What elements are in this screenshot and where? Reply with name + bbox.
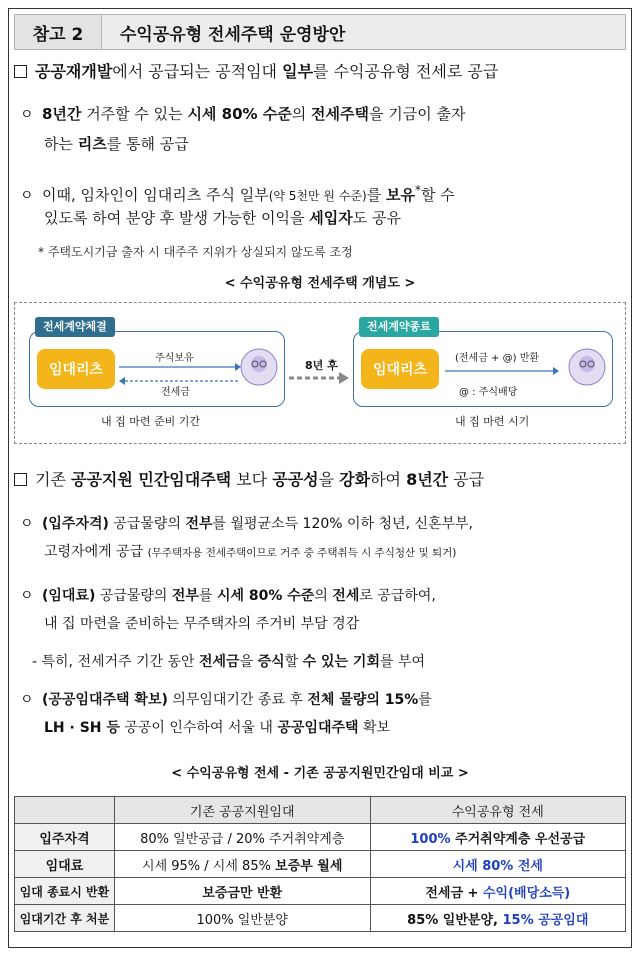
table-header-row <box>15 797 626 824</box>
bullet-6-line-2: LH · SH 등 공공이 인수하여 서울 내 공공임대주택 확보 <box>44 720 391 736</box>
row-header: 입주자격 <box>15 824 115 851</box>
checkbox-square-icon <box>14 65 27 78</box>
time-arrow-icon <box>287 371 351 385</box>
table-cell-new: 85% 일반분양, 15% 공공임대 <box>370 905 625 932</box>
table-cell-new: 100% 주거취약계층 우선공급 <box>370 824 625 851</box>
table-cell-old: 100% 일반분양 <box>114 905 370 932</box>
bullet-4-line-1: ㅇ (임대료) 공급물량의 전부를 시세 80% 수준의 전세로 공급하여, <box>20 588 436 604</box>
table-header-cell: 기존 공공지원임대 <box>114 797 370 824</box>
table-cell-old: 시세 95% / 시세 85% 보증부 월세 <box>114 851 370 878</box>
bullet-circle-icon: ㅇ <box>20 107 34 123</box>
contract-end-label: 전세계약종료 <box>359 317 439 337</box>
comparison-table <box>14 796 626 932</box>
row-header: 임대 종료시 반환 <box>15 878 115 905</box>
tenant-avatar-icon <box>239 347 279 391</box>
bullet-circle-icon: ㅇ <box>20 188 34 204</box>
title-bar <box>14 14 626 50</box>
reits-right-box: 임대리츠 <box>361 349 439 389</box>
table-title: < 수익공유형 전세 - 기존 공공지원민간임대 비교 > <box>171 766 469 781</box>
table-cell-old: 80% 일반공급 / 20% 주거취약계층 <box>114 824 370 851</box>
table-row <box>15 851 626 878</box>
footnote: * 주택도시기금 출자 시 대주주 지위가 상실되지 않도록 조정 <box>38 245 353 259</box>
section-2-heading: 기존 공공지원 민간임대주택 보다 공공성을 강화하여 8년간 공급 <box>14 470 484 490</box>
bullet-circle-icon: ㅇ <box>20 692 34 708</box>
tenant-avatar-icon <box>567 347 607 391</box>
bullet-2-line-2: 있도록 하여 분양 후 발생 가능한 이익을 세입자도 공유 <box>44 209 401 227</box>
table-cell-new: 전세금 + 수익(배당소득) <box>370 878 625 905</box>
after-8-years-text: 8년 후 <box>305 359 338 372</box>
bullet-6-line-1: ㅇ (공공임대주택 확보) 의무임대기간 종료 후 전체 물량의 15%를 <box>20 692 432 708</box>
row-header: 임대료 <box>15 851 115 878</box>
dividend-text: @ : 주식배당 <box>459 387 518 398</box>
return-text: (전세금 + @) 반환 <box>455 353 540 364</box>
contract-start-label: 전세계약체결 <box>35 317 115 337</box>
diagram-title: < 수익공유형 전세주택 개념도 > <box>224 276 416 291</box>
table-header-cell <box>15 797 115 824</box>
bullet-3-line-1: ㅇ (입주자격) 공급물량의 전부를 월평균소득 120% 이하 청년, 신혼부부, <box>20 516 474 532</box>
table-row <box>15 824 626 851</box>
left-caption: 내 집 마련 준비 기간 <box>101 415 200 428</box>
stock-holding-text: 주식보유 <box>155 353 194 364</box>
bullet-3-line-2: 고령자에게 공급 (무주택자용 전세주택이므로 거주 중 주택취득 시 주식청산 및 퇴거) <box>44 544 457 560</box>
exchange-arrows-icon <box>117 361 241 387</box>
table-cell-old: 보증금만 반환 <box>114 878 370 905</box>
page-title: 수익공유형 전세주택 운영방안 <box>102 14 626 50</box>
bullet-circle-icon: ㅇ <box>20 516 34 532</box>
deposit-text: 전세금 <box>161 387 190 398</box>
table-row <box>15 878 626 905</box>
reference-tag: 참고 2 <box>14 14 102 50</box>
bullet-circle-icon: ㅇ <box>20 588 34 604</box>
section-1-heading: 공공재개발에서 공급되는 공적임대 일부를 수익공유형 전세로 공급 <box>14 62 498 82</box>
concept-diagram <box>14 302 626 444</box>
bullet-1-line-2: 하는 리츠를 통해 공급 <box>44 135 189 153</box>
table-row <box>15 905 626 932</box>
table-header-cell: 수익공유형 전세 <box>370 797 625 824</box>
bullet-4-line-2: 내 집 마련을 준비하는 무주택자의 주거비 부담 경감 <box>44 616 360 632</box>
table-cell-new: 시세 80% 전세 <box>370 851 625 878</box>
bullet-1-line-1: ㅇ 8년간 거주할 수 있는 시세 80% 수준의 전세주택을 기금이 출자 <box>20 105 466 123</box>
reits-left-box: 임대리츠 <box>37 349 115 389</box>
return-arrow-icon <box>443 365 561 377</box>
checkbox-square-icon <box>14 473 27 486</box>
bullet-5-line: - 특히, 전세거주 기간 동안 전세금을 증식할 수 있는 기회를 부여 <box>32 654 426 670</box>
bullet-2-line-1: ㅇ 이때, 임차인이 임대리츠 주식 일부(약 5천만 원 수준)를 보유*할 수 <box>20 183 455 204</box>
right-caption: 내 집 마련 시기 <box>455 415 530 428</box>
row-header: 임대기간 후 처분 <box>15 905 115 932</box>
